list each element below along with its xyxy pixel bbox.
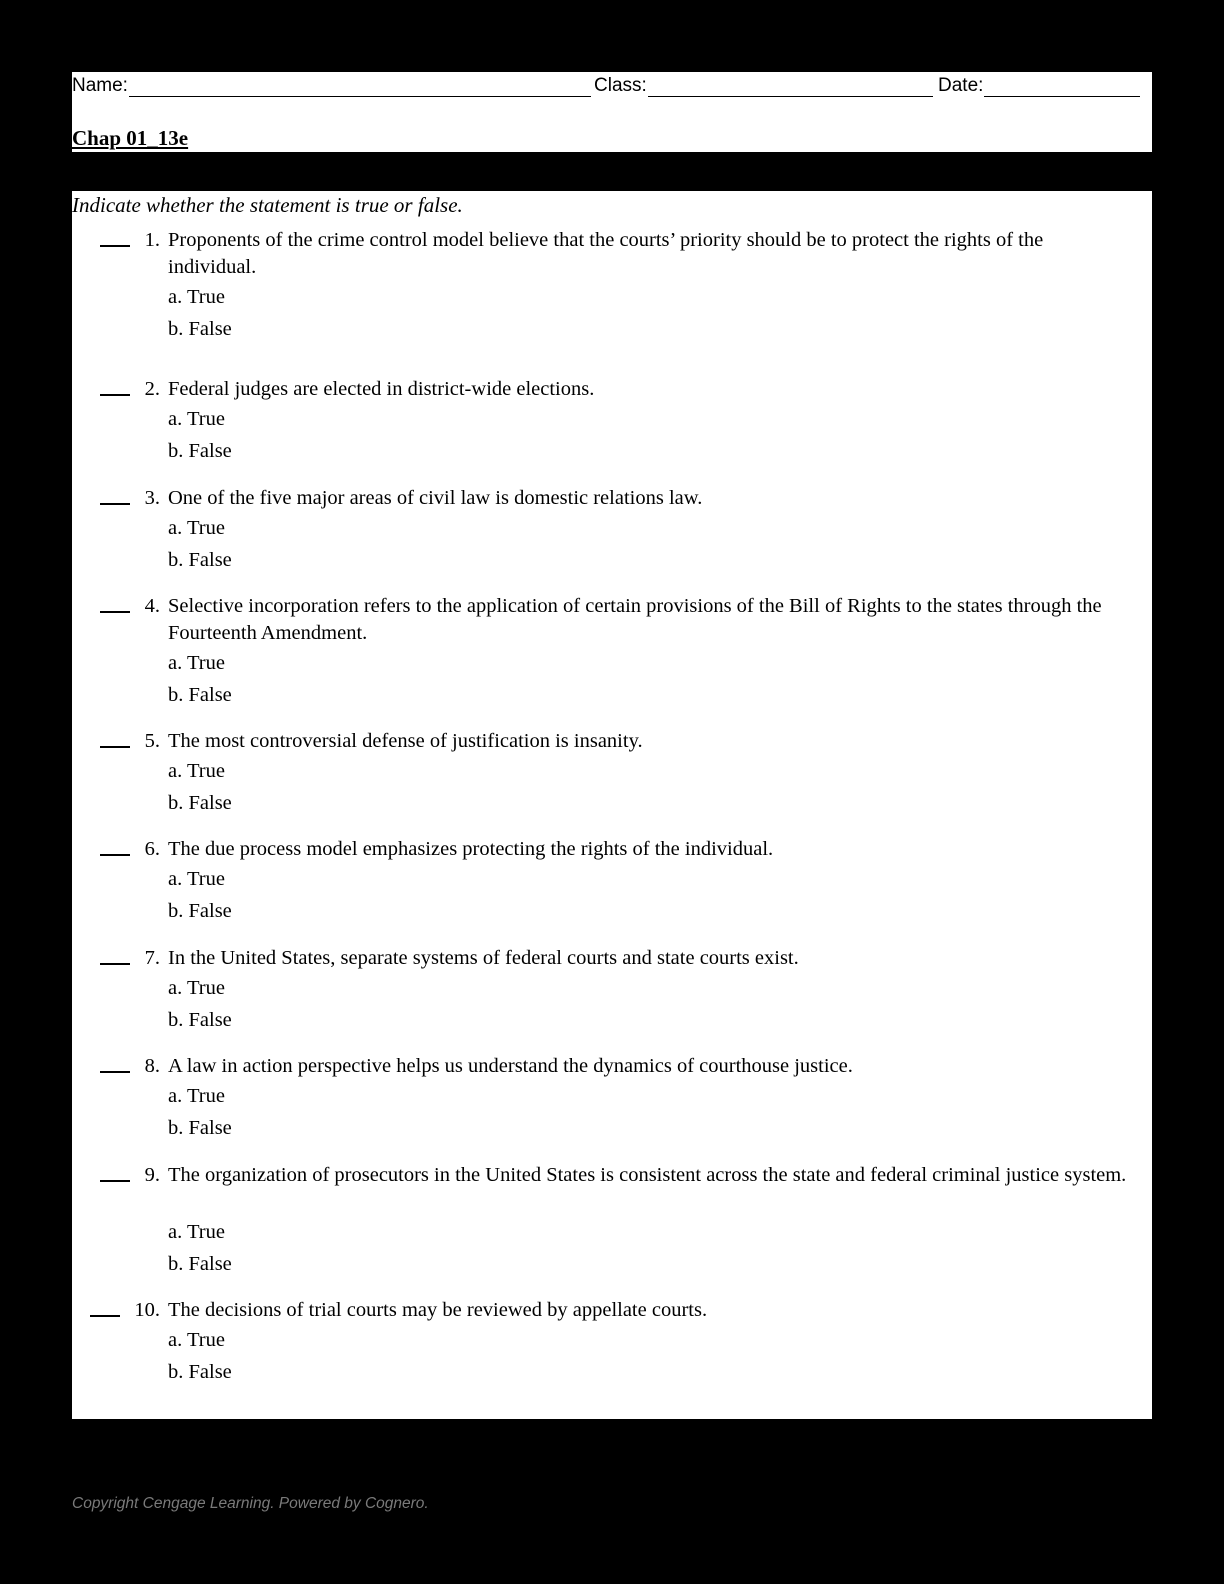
option-true: a. True	[168, 652, 225, 674]
question-text: The due process model emphasizes protecting the rights of the individual.	[168, 838, 774, 860]
question-number: 3.	[144, 487, 160, 509]
question-number: 9.	[144, 1164, 160, 1186]
instructions: Indicate whether the statement is true or false.	[72, 193, 463, 217]
date-field[interactable]	[938, 74, 1140, 97]
question-number: 2.	[144, 378, 160, 400]
option-true: a. True	[168, 1329, 225, 1351]
option-true: a. True	[168, 868, 225, 890]
question-text: A law in action perspective helps us understand the dynamics of courthouse justice.	[168, 1055, 853, 1077]
option-false: b. False	[168, 1253, 232, 1275]
question-text: In the United States, separate systems of federal courts and state courts exist.	[168, 947, 799, 969]
option-false: b. False	[168, 549, 232, 571]
question-text: The most controversial defense of justification is insanity.	[168, 730, 643, 752]
question-number: 1.	[144, 229, 160, 251]
question-text: Proponents of the crime control model believe that the courts’ priority should be to protect the rights of the individual.	[168, 229, 1044, 278]
question-number: 8.	[144, 1055, 160, 1077]
option-false: b. False	[168, 900, 232, 922]
copyright-footer: Copyright Cengage Learning. Powered by Cognero.	[72, 1495, 429, 1512]
option-true: a. True	[168, 408, 225, 430]
date-line[interactable]	[984, 74, 1140, 97]
option-true: a. True	[168, 1085, 225, 1107]
name-label: Name:	[72, 75, 128, 96]
header-fields	[72, 72, 1152, 100]
name-line[interactable]	[129, 74, 591, 97]
question-number: 4.	[144, 595, 160, 617]
class-label: Class:	[594, 75, 647, 96]
chapter-title: Chap 01_13e	[72, 126, 189, 150]
option-true: a. True	[168, 977, 225, 999]
question-text: One of the five major areas of civil law is domestic relations law.	[168, 487, 703, 509]
question-text: The decisions of trial courts may be reviewed by appellate courts.	[168, 1299, 708, 1321]
class-field[interactable]	[594, 74, 933, 97]
option-false: b. False	[168, 1361, 232, 1383]
question-text: The organization of prosecutors in the United States is consistent across the state and federal criminal justice system.	[168, 1164, 1127, 1186]
option-false: b. False	[168, 792, 232, 814]
option-false: b. False	[168, 684, 232, 706]
option-false: b. False	[168, 1117, 232, 1139]
option-true: a. True	[168, 286, 225, 308]
question-number: 5.	[144, 730, 160, 752]
class-line[interactable]	[648, 74, 933, 97]
option-false: b. False	[168, 440, 232, 462]
question-number: 10.	[134, 1299, 160, 1321]
question-number: 7.	[144, 947, 160, 969]
date-label: Date:	[938, 75, 984, 96]
answer-blank[interactable]	[90, 1297, 120, 1317]
questions-box	[72, 191, 1152, 1419]
question-text: Selective incorporation refers to the application of certain provisions of the Bill of Rights to the states through the Fourteenth Amendment.	[168, 595, 1102, 644]
name-field[interactable]	[72, 74, 591, 97]
option-true: a. True	[168, 517, 225, 539]
option-true: a. True	[168, 1221, 225, 1243]
option-false: b. False	[168, 318, 232, 340]
option-false: b. False	[168, 1009, 232, 1031]
question-number: 6.	[144, 838, 160, 860]
question-text: Federal judges are elected in district-wide elections.	[168, 378, 595, 400]
option-true: a. True	[168, 760, 225, 782]
header-box	[72, 72, 1152, 152]
